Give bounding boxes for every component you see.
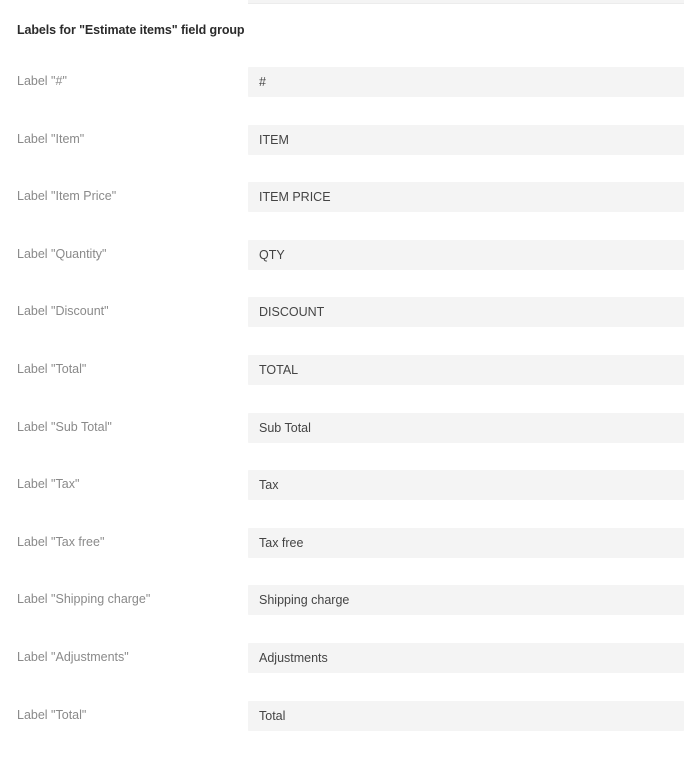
label-total-caption: Label "Total": [17, 361, 87, 376]
label-grand-total-input[interactable]: [248, 701, 684, 731]
label-sub-total-row: [0, 413, 697, 471]
label-tax-row: [0, 470, 697, 528]
label-total-row: [0, 355, 697, 413]
label-shipping-charge-row: [0, 585, 697, 643]
label-hash-row: [0, 67, 697, 125]
label-item-caption: Label "Item": [17, 131, 85, 146]
label-discount-caption: Label "Discount": [17, 304, 109, 319]
label-item-price-caption: Label "Item Price": [17, 189, 117, 204]
label-item-input[interactable]: [248, 125, 684, 155]
label-quantity-caption: Label "Quantity": [17, 246, 107, 261]
label-shipping-charge-caption: Label "Shipping charge": [17, 592, 151, 607]
estimate-items-labels-form: [0, 67, 697, 758]
label-hash-input[interactable]: [248, 67, 684, 97]
label-tax-free-input[interactable]: [248, 528, 684, 558]
label-quantity-input[interactable]: [248, 240, 684, 270]
label-discount-row: [0, 297, 697, 355]
label-item-price-input[interactable]: [248, 182, 684, 212]
label-sub-total-input[interactable]: [248, 413, 684, 443]
label-tax-free-row: [0, 528, 697, 586]
label-item-row: [0, 125, 697, 183]
label-hash-caption: Label "#": [17, 74, 67, 88]
label-tax-input[interactable]: [248, 470, 684, 500]
label-quantity-row: [0, 240, 697, 298]
label-tax-free-caption: Label "Tax free": [17, 534, 105, 549]
label-discount-input[interactable]: [248, 297, 684, 327]
section-title: Labels for "Estimate items" field group: [17, 23, 245, 37]
label-sub-total-caption: Label "Sub Total": [17, 419, 112, 434]
label-grand-total-row: [0, 701, 697, 758]
label-item-price-row: [0, 182, 697, 240]
previous-field-input[interactable]: [248, 0, 684, 4]
label-adjustments-row: [0, 643, 697, 701]
label-shipping-charge-input[interactable]: [248, 585, 684, 615]
label-adjustments-input[interactable]: [248, 643, 684, 673]
label-tax-caption: Label "Tax": [17, 477, 80, 492]
label-grand-total-caption: Label "Total": [17, 707, 87, 722]
label-adjustments-caption: Label "Adjustments": [17, 649, 129, 664]
label-total-input[interactable]: [248, 355, 684, 385]
